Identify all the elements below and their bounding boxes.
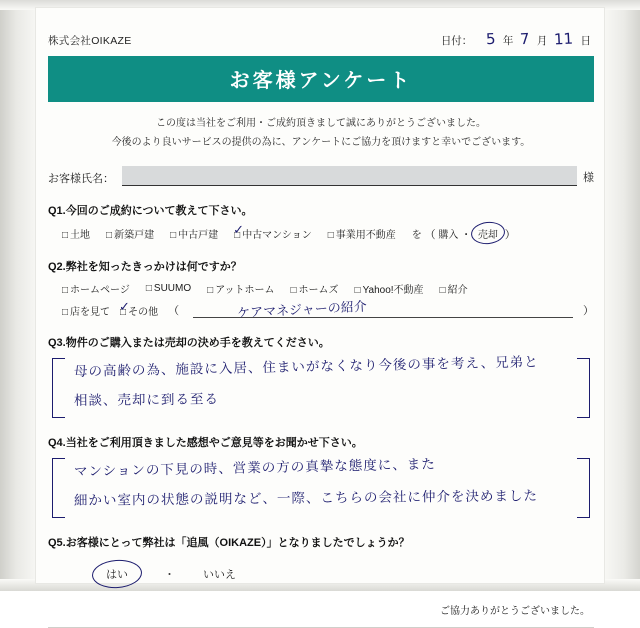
q1-tail-option-kounyu[interactable]: 購入 — [438, 230, 459, 241]
intro-line-2: 今後のより良いサービスの提供の為に、アンケートにご協力を頂けますと幸いでございます。 — [111, 137, 531, 148]
checkmark-icon: □ ✓ — [119, 299, 130, 315]
q4-handwriting — [74, 458, 568, 516]
customer-name-input[interactable] — [122, 166, 577, 186]
question-q1 — [48, 202, 594, 242]
q2-option-athome[interactable]: □ アットホーム — [207, 281, 274, 296]
q2-other-close-paren: ） — [583, 305, 594, 317]
q1-tail-option-baikyaku[interactable]: 売却 — [474, 225, 502, 242]
company-name: 株式会社OIKAZE — [48, 35, 132, 47]
date-year-value: 5 — [485, 29, 497, 49]
header-row — [48, 20, 594, 48]
q1-option-jigyoyo[interactable]: □ 事業用不動産 — [328, 226, 396, 241]
date-day-value: 11 — [553, 29, 574, 49]
date-row — [441, 30, 594, 48]
q2-other-handwriting: ケアマネジャーの紹介 — [236, 299, 368, 321]
scan-edge-right — [604, 0, 640, 591]
q1-tail-close-paren: ） — [504, 229, 516, 241]
q4-handwriting-line-1: マンションの下見の時、営業の方の真摯な態度に、また — [73, 456, 436, 480]
bracket-right-icon — [577, 458, 590, 518]
date-month-value: 7 — [519, 29, 531, 49]
question-q2 — [48, 258, 594, 321]
q5-answer-hai[interactable]: はい — [98, 564, 136, 584]
question-q3 — [48, 334, 594, 418]
question-q4 — [48, 434, 594, 518]
q1-option-chuko-kodate[interactable]: □ 中古戸建 — [170, 226, 218, 241]
q1-tail-prefix: を — [411, 230, 422, 241]
q5-separator: ・ — [164, 569, 175, 581]
page-title: お客様アンケート — [48, 56, 594, 102]
q2-other-input[interactable] — [193, 299, 573, 321]
q2-title: Q2.弊社を知ったきっかけは何ですか？ — [48, 261, 242, 273]
q3-answer-area[interactable] — [48, 356, 594, 418]
date-label: 日付： — [440, 35, 473, 47]
q3-handwriting — [73, 354, 568, 416]
customer-name-suffix: 様 — [583, 172, 594, 184]
checkmark-icon: □ ✓ — [233, 223, 245, 238]
q1-option-chuko-mansion[interactable]: □ ✓ 中古マンション — [234, 226, 312, 241]
q2-option-suumo[interactable]: □ SUUMO — [146, 283, 191, 294]
customer-name-label: お客様氏名： — [48, 173, 114, 185]
q1-option-tochi[interactable]: □ 土地 — [62, 226, 90, 241]
q4-title: Q4.当社をご利用頂きました感想やご意見等をお聞かせ下さい。 — [48, 437, 363, 449]
q5-title: Q5.お客様にとって弊社は「追風（OIKAZE）」となりましたでしょうか？ — [48, 537, 410, 549]
intro-line-1: この度は当社をご利用・ご成約頂きまして誠にありがとうございました。 — [156, 118, 486, 129]
survey-content — [48, 20, 594, 628]
q2-option-shoukai[interactable]: □ 紹介 — [440, 281, 468, 296]
q1-tail-dot: ・ — [461, 230, 472, 241]
q2-option-sonota[interactable]: □ ✓ その他 — [120, 303, 158, 318]
q2-option-homepage[interactable]: □ ホームページ — [62, 281, 130, 296]
q2-option-homes[interactable]: □ ホームズ — [291, 281, 339, 296]
date-day-unit: 日 — [580, 35, 591, 47]
q3-title: Q3.物件のご購入または売却の決め手を教えてください。 — [48, 337, 330, 349]
intro-text — [48, 114, 594, 152]
bracket-left-icon — [52, 358, 65, 418]
q5-answers — [48, 564, 594, 584]
q5-answer-iie[interactable]: いいえ — [203, 569, 236, 581]
q1-options — [48, 225, 594, 242]
q2-other-open-paren: （ — [168, 305, 180, 317]
closing-message: ご協力ありがとうございました。 — [440, 606, 590, 617]
q4-answer-area[interactable] — [48, 456, 594, 518]
q1-title: Q1.今回のご成約について教えて下さい。 — [48, 205, 253, 217]
q2-option-mise-wo-mite[interactable]: □ 店を見て — [62, 303, 110, 318]
q2-option-yahoo[interactable]: □ Yahoo!不動産 — [355, 281, 424, 296]
q1-option-shinchiku[interactable]: □ 新築戸建 — [106, 226, 154, 241]
question-q5 — [48, 534, 594, 584]
q1-tail-open-paren: （ — [424, 229, 436, 241]
q4-handwriting-line-2: 細かい室内の状態の説明など、一際、こちらの会社に仲介を決めました — [73, 488, 539, 509]
bracket-right-icon — [577, 358, 590, 418]
date-year-unit: 年 — [502, 35, 514, 47]
date-month-unit: 月 — [536, 35, 548, 47]
q2-options-row1 — [48, 281, 594, 296]
q1-tail — [412, 225, 516, 242]
bracket-left-icon — [52, 458, 65, 518]
q3-handwriting-line-2: 相談、売却に到る至る — [73, 391, 220, 409]
scan-edge-left — [0, 0, 36, 591]
q2-options-row2 — [48, 299, 594, 321]
q3-handwriting-line-1: 母の高齢の為、施設に入居、住まいがなくなり今後の事を考え、兄弟と — [73, 354, 539, 380]
customer-name-row — [48, 166, 594, 186]
